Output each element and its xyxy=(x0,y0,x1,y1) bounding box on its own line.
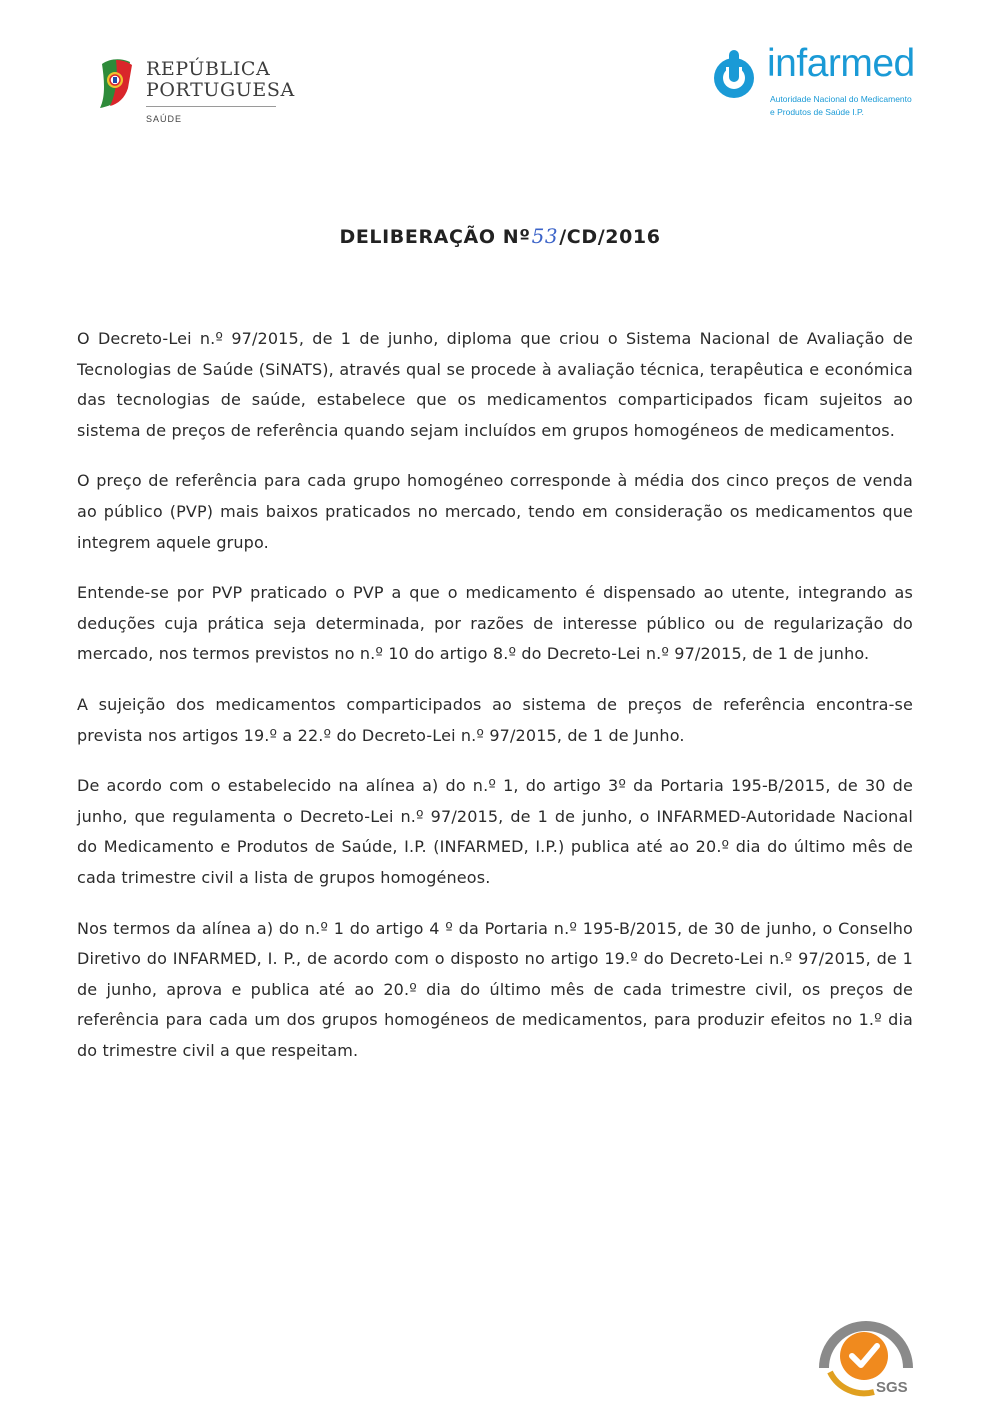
saude-text: SAÚDE xyxy=(146,114,183,124)
coat-of-arms-icon xyxy=(96,56,136,110)
paragraph: A sujeição dos medicamentos comparticipados ao sistema de preços de referência encontra-se prevista nos artigos 19.º a 22.º do Decreto-Lei n.º 97/2015, de 1 de Junho. xyxy=(77,694,913,745)
handwritten-number: 53 xyxy=(531,224,559,248)
logo-divider xyxy=(146,106,276,107)
infarmed-wordmark: infarmed xyxy=(767,42,915,85)
paragraph: O Decreto-Lei n.º 97/2015, de 1 de junho, diploma que criou o Sistema Nacional de Avaliação de Tecnologias de Saúde (SiNATS), através qual se procede à avaliação técnica, terapêutica e económica das tecnologias de saúde, estabelece que os medicamentos comparticipados ficam sujeitos ao sistema de preços de referência quando sejam incluídos em grupos homogéneos de medicamentos. xyxy=(77,329,913,440)
paragraph: Entende-se por PVP praticado o PVP a que o medicamento é dispensado ao utente, integrando as deduções cuja prática seja determinada, por razões de interesse público ou de regularização do mercado, nos termos previstos no n.º 10 do artigo 8.º do Decreto-Lei n.º 97/2015, de 1 de junho. xyxy=(77,583,913,664)
title-suffix: /CD/2016 xyxy=(559,226,661,248)
infarmed-subtitle-line2: e Produtos de Saúde I.P. xyxy=(770,107,864,117)
paragraph: O preço de referência para cada grupo homogéneo corresponde à média dos cinco preços de venda ao público (PVP) mais baixos praticados no mercado, tendo em consideração os medicamentos que integrem aquele grupo. xyxy=(77,471,913,552)
republica-text: REPÚBLICA xyxy=(146,58,271,80)
document-title xyxy=(0,224,1000,248)
paragraph: De acordo com o estabelecido na alínea a) do n.º 1, do artigo 3º da Portaria 195-B/2015, de 30 de junho, que regulamenta o Decreto-Lei n.º 97/2015, de 1 de junho, o INFARMED-Autoridade Nacional do Medicamento e Produtos de Saúde, I.P. (INFARMED, I.P.) publica até ao 20.º dia do último mês de cada trimestre civil a lista de grupos homogéneos. xyxy=(77,776,913,887)
document-body xyxy=(77,324,913,1086)
sgs-certification-seal xyxy=(814,1306,918,1398)
republica-portuguesa-logo xyxy=(96,56,296,128)
infarmed-logo xyxy=(712,42,922,124)
sgs-certification-seal-icon xyxy=(814,1306,918,1398)
paragraph: Nos termos da alínea a) do n.º 1 do artigo 4 º da Portaria n.º 195-B/2015, de 30 de junho, o Conselho Diretivo do INFARMED, I. P., de acordo com o disposto no artigo 19.º do Decreto-Lei n.º 97/2015, de 1 de junho, aprova e publica até ao 20.º dia do último mês de cada trimestre civil, os preços de referência para cada um dos grupos homogéneos de medicamentos, para produzir efeitos no 1.º dia do trimestre civil a que respeitam. xyxy=(77,918,913,1060)
sgs-text: SGS xyxy=(876,1379,908,1396)
infarmed-logo-icon xyxy=(712,48,762,100)
portuguesa-text: PORTUGUESA xyxy=(146,79,295,101)
infarmed-subtitle-line1: Autoridade Nacional do Medicamento xyxy=(770,94,912,104)
title-prefix: DELIBERAÇÃO Nº xyxy=(339,226,531,248)
